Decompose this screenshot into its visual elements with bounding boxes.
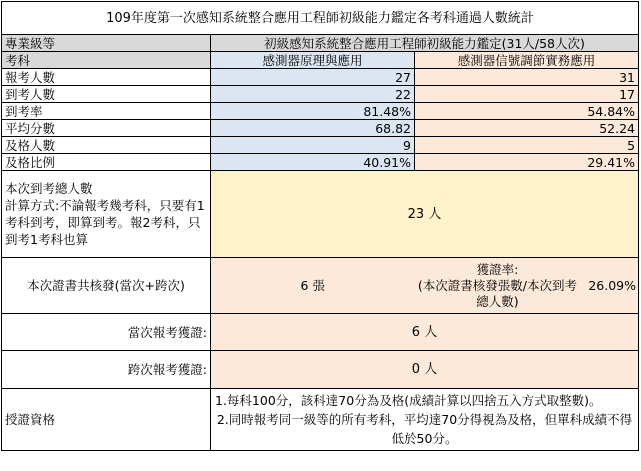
title-row bbox=[2, 2, 639, 35]
table-row bbox=[2, 137, 639, 154]
row-label: 平均分數 bbox=[2, 120, 211, 137]
table-row bbox=[2, 103, 639, 120]
subject-a-value: 40.91% bbox=[211, 154, 415, 171]
table-title: 109年度第一次感知系統整合應用工程師初級能力鑑定各考科通過人數統計 bbox=[2, 2, 639, 35]
row-label: 報考人數 bbox=[2, 69, 211, 86]
certificates-label: 本次證書共核發(當次+跨次) bbox=[2, 258, 211, 314]
stats-sheet bbox=[1, 1, 640, 451]
subject-a-value: 9 bbox=[211, 137, 415, 154]
current-cert-value: 6 人 bbox=[211, 314, 639, 351]
table-row bbox=[2, 69, 639, 86]
subject-a-value: 27 bbox=[211, 69, 415, 86]
subject-b-value: 5 bbox=[415, 137, 639, 154]
subject-a-value: 81.48% bbox=[211, 103, 415, 120]
subject-b-value: 54.84% bbox=[415, 103, 639, 120]
subject-label: 考科 bbox=[2, 52, 211, 69]
current-cert-label: 當次報考獲證: bbox=[2, 314, 211, 351]
pass-rate-label: 獲證率: (本次證書核發張數/本次到考總人數) bbox=[417, 261, 577, 309]
attendance-row bbox=[2, 171, 639, 258]
cross-cert-row bbox=[2, 351, 639, 389]
subject-a-header: 感測器原理與應用 bbox=[211, 52, 415, 69]
table-row bbox=[2, 154, 639, 171]
pass-rate-value: 26.09% bbox=[588, 278, 637, 293]
pass-rate-cell bbox=[415, 258, 639, 314]
pass-rate-box bbox=[415, 262, 639, 310]
exam-statistics-table bbox=[1, 1, 639, 451]
qualification-line-1: 1.每科100分，該科達70分為及格(成績計算以四捨五入方式取整數)。 bbox=[215, 393, 602, 408]
attendance-value: 23 人 bbox=[211, 171, 639, 258]
current-cert-row bbox=[2, 314, 639, 351]
row-label: 及格人數 bbox=[2, 137, 211, 154]
level-row bbox=[2, 35, 639, 52]
qualification-row bbox=[2, 389, 639, 451]
subject-b-value: 52.24 bbox=[415, 120, 639, 137]
cross-cert-label: 跨次報考獲證: bbox=[2, 351, 211, 389]
subject-b-header: 感測器信號調節實務應用 bbox=[415, 52, 639, 69]
qualification-line-2: 2.同時報考同一級等的所有考科，平均達70分得視為及格，但單科成績不得低於50分。 bbox=[216, 412, 633, 446]
attendance-label: 本次到考總人數 計算方式:不論報考幾考科，只要有1考科到考，即算到考。報2考科，只到考1考科也算 bbox=[2, 171, 211, 258]
qualification-label: 授證資格 bbox=[2, 389, 211, 451]
table-row bbox=[2, 86, 639, 103]
subject-a-value: 68.82 bbox=[211, 120, 415, 137]
level-value: 初級感知系統整合應用工程師初級能力鑑定(31人/58人次) bbox=[211, 35, 639, 52]
cross-cert-value: 0 人 bbox=[211, 351, 639, 389]
certificates-row bbox=[2, 258, 639, 314]
subject-b-value: 29.41% bbox=[415, 154, 639, 171]
row-label: 及格比例 bbox=[2, 154, 211, 171]
subject-a-value: 22 bbox=[211, 86, 415, 103]
subject-b-value: 17 bbox=[415, 86, 639, 103]
subject-b-value: 31 bbox=[415, 69, 639, 86]
qualification-text bbox=[211, 389, 639, 451]
certificates-value: 6 張 bbox=[211, 258, 415, 314]
subject-row bbox=[2, 52, 639, 69]
level-label: 專業級等 bbox=[2, 35, 211, 52]
row-label: 到考人數 bbox=[2, 86, 211, 103]
table-row bbox=[2, 120, 639, 137]
row-label: 到考率 bbox=[2, 103, 211, 120]
